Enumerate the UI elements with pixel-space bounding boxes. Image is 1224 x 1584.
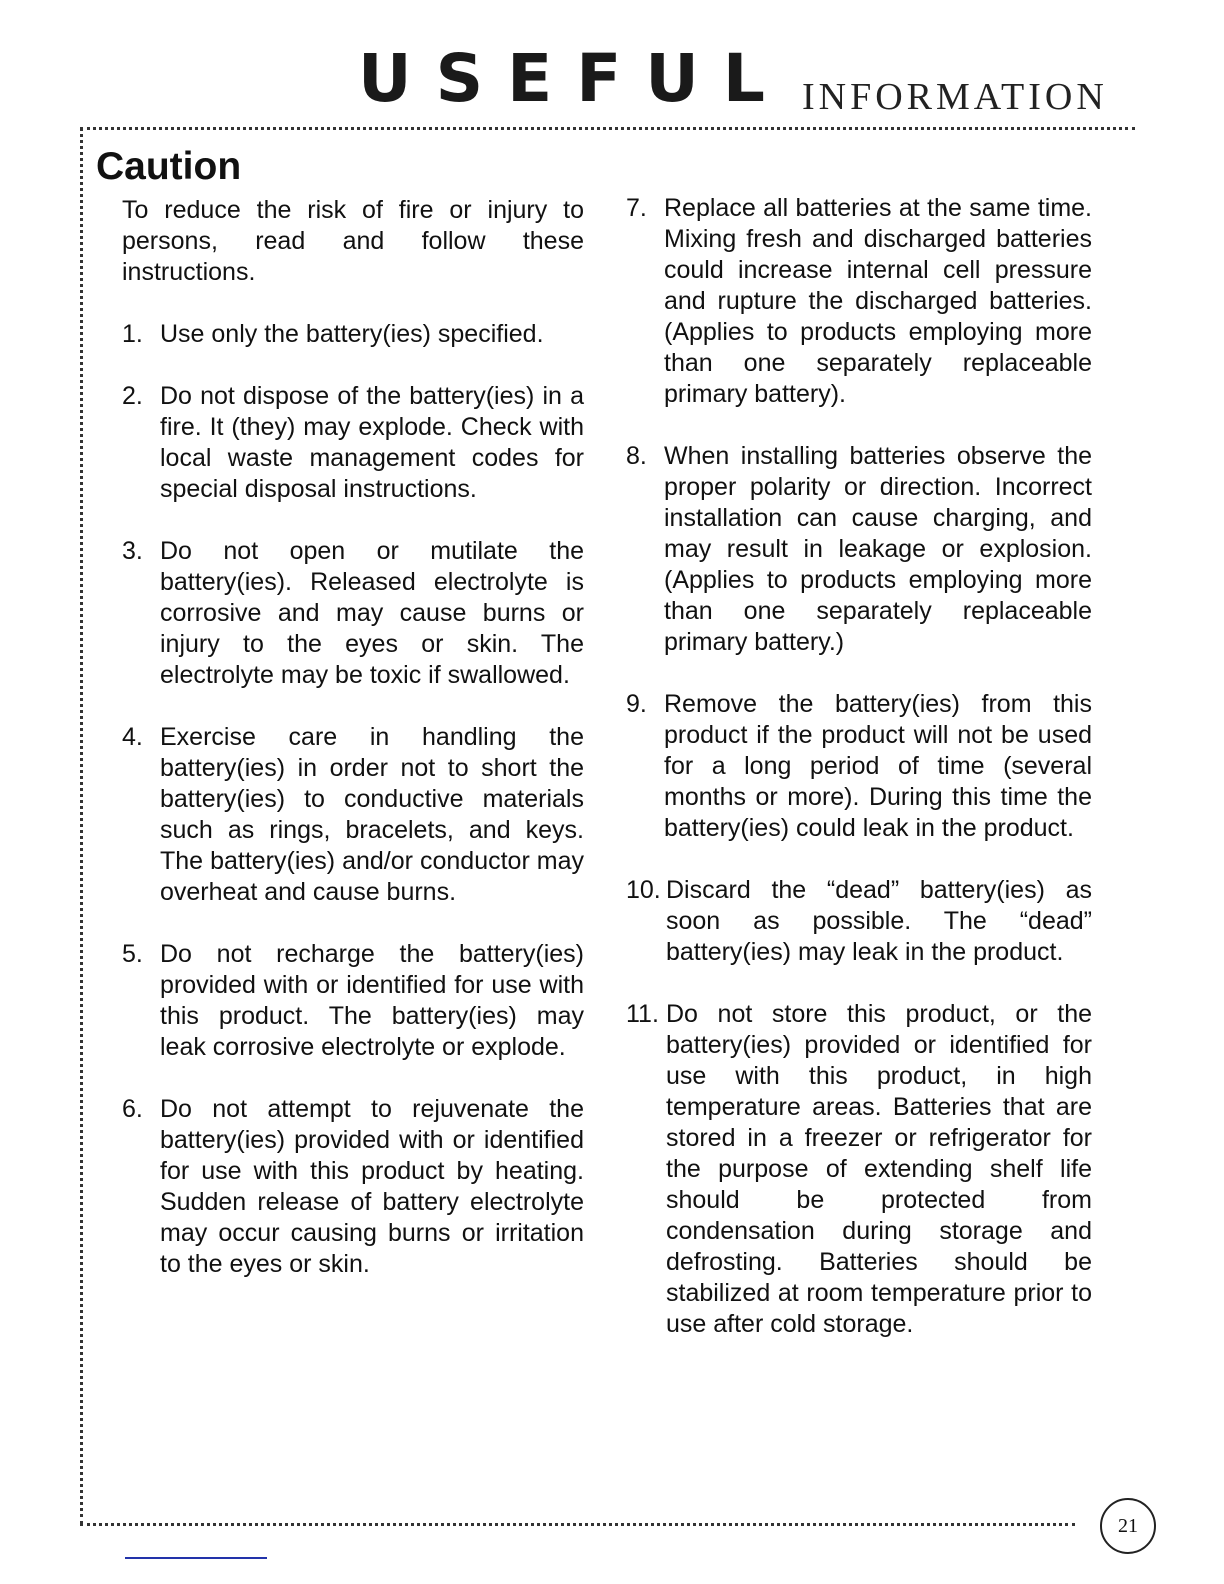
section-heading: Caution: [96, 145, 242, 188]
page-number: 21: [1100, 1498, 1156, 1554]
item-text: Do not dispose of the battery(ies) in a fire. It (they) may explode. Check with local waste management codes for special disposal instructions.: [160, 382, 584, 503]
item-text: Replace all batteries at the same time. Mixing fresh and discharged batteries could increase internal cell pressure and rupture the discharged batteries. (Applies to products employing more than one separately replaceable primary battery).: [664, 194, 1092, 408]
item-number: 11.: [626, 1000, 659, 1028]
item-number: 7.: [626, 194, 647, 222]
item-text: Remove the battery(ies) from this product if the product will not be used for a long period of time (several months or more). During this time the battery(ies) could leak in the product.: [664, 690, 1092, 842]
list-item: [122, 319, 584, 350]
list-item: [122, 722, 584, 908]
list-item: [122, 381, 584, 505]
item-number: 5.: [122, 940, 143, 968]
intro-text: To reduce the risk of fire or injury to persons, read and follow these instructions.: [122, 196, 584, 286]
scan-mark-line: [125, 1557, 267, 1559]
item-number: 10.: [626, 876, 661, 904]
list-item: [626, 193, 1092, 410]
list-item: [122, 1094, 584, 1280]
item-text: When installing batteries observe the proper polarity or direction. Incorrect installation can cause charging, and may result in leakage or explosion. (Applies to products employing more than one separately replaceable primary battery.): [664, 442, 1092, 656]
item-text: Exercise care in handling the battery(ies) in order not to short the battery(ies) to conductive materials such as rings, bracelets, and keys. The battery(ies) and/or conductor may overheat and cause burns.: [160, 723, 584, 906]
item-text: Do not recharge the battery(ies) provided with or identified for use with this product. The battery(ies) may leak corrosive electrolyte or explode.: [160, 940, 584, 1061]
page-header: [340, 40, 1140, 130]
item-number: 8.: [626, 442, 647, 470]
item-text: Discard the “dead” battery(ies) as soon as possible. The “dead” battery(ies) may leak in the product.: [666, 876, 1092, 966]
list-item: [122, 536, 584, 691]
item-number: 4.: [122, 723, 143, 751]
item-text: Do not open or mutilate the battery(ies). Released electrolyte is corrosive and may cause burns or injury to the eyes or skin. The electrolyte may be toxic if swallowed.: [160, 537, 584, 689]
item-text: Use only the battery(ies) specified.: [160, 320, 544, 348]
item-number: 1.: [122, 320, 143, 348]
list-item: [626, 441, 1092, 658]
dotted-border-left: [80, 127, 83, 1525]
list-item: [626, 999, 1092, 1340]
right-column: [626, 193, 1092, 1371]
item-text: Do not store this product, or the battery(ies) provided or identified for use with this product, in high temperature areas. Batteries that are stored in a freezer or refrigerator for the purpose of extending shelf life should be protected from condensation during storage and defrosting. Batteries should be stabilized at room temperature prior to use after cold storage.: [666, 1000, 1092, 1338]
list-item: [626, 689, 1092, 844]
item-text: Do not attempt to rejuvenate the battery(ies) provided with or identified for use with this product by heating. Sudden release of battery electrolyte may occur causing burns or irritation to the eyes or skin.: [160, 1095, 584, 1278]
item-number: 6.: [122, 1095, 143, 1123]
item-number: 3.: [122, 537, 143, 565]
item-number: 9.: [626, 690, 647, 718]
header-title-small: INFORMATION: [802, 76, 1108, 118]
list-item: [626, 875, 1092, 968]
dotted-border-top: [80, 127, 1135, 130]
dotted-border-bottom: [80, 1523, 1075, 1526]
header-title-large: USEFUL: [358, 40, 789, 117]
left-column: [122, 195, 584, 1311]
list-item: [122, 939, 584, 1063]
item-number: 2.: [122, 382, 143, 410]
